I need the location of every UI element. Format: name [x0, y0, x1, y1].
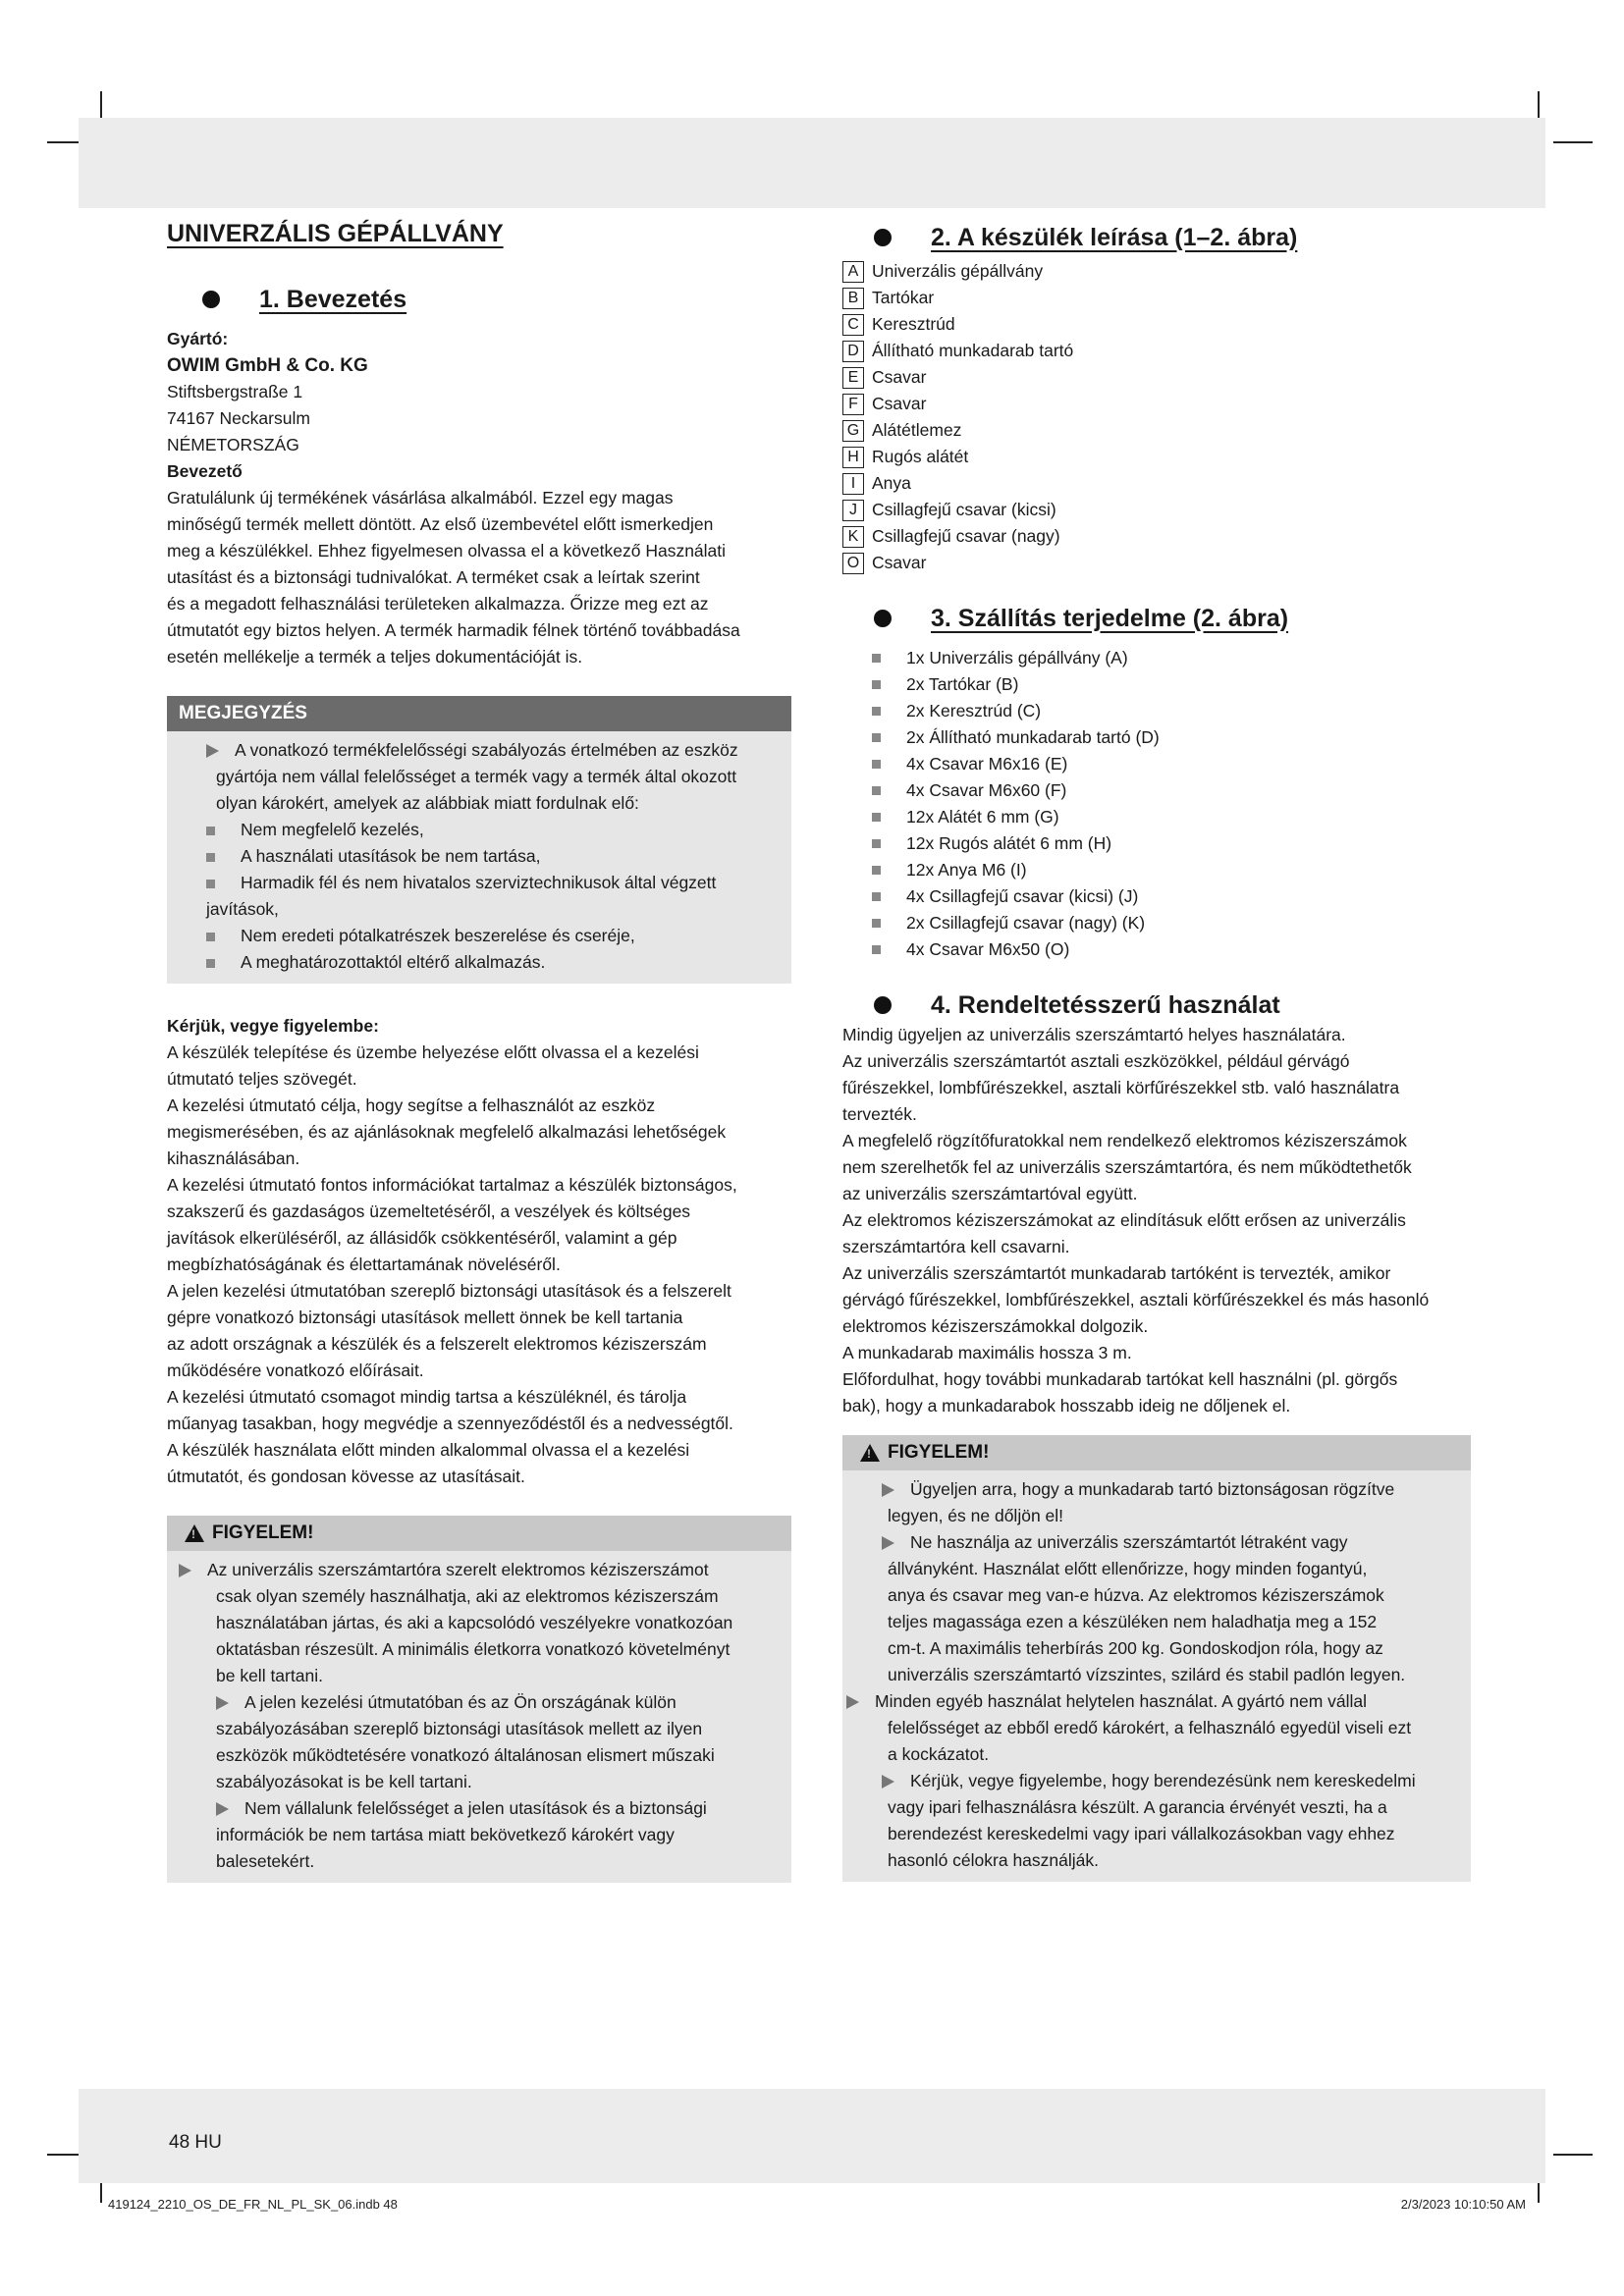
section-heading-description: 2. A készülék leírása (1–2. ábra)	[842, 221, 1471, 254]
square-bullet-icon	[872, 680, 881, 689]
warning-line: be kell tartani.	[216, 1666, 323, 1685]
manufacturer-label: Gyártó:	[167, 329, 229, 348]
part-letter: B	[842, 288, 864, 309]
crop-mark	[1553, 141, 1593, 143]
part-item: F Csavar	[842, 391, 1471, 417]
note-bullet: Harmadik fél és nem hivatalos szerviztechnikusok által végzett	[171, 870, 787, 896]
part-item: C Keresztrúd	[842, 311, 1471, 338]
please-line: A kezelési útmutató fontos információkat tartalmaz a készülék biztonságos,	[167, 1175, 737, 1195]
please-line: gépre vonatkozó biztonsági utasítások mellett önnek be kell tartania	[167, 1308, 683, 1327]
intro-line: és a megadott felhasználási területeken alkalmazza. Őrizze meg ezt az	[167, 594, 709, 614]
part-item: K Csillagfejű csavar (nagy)	[842, 523, 1471, 550]
square-bullet-icon	[872, 733, 881, 742]
warning-body	[842, 1470, 1471, 1882]
note-arrow-line: olyan károkért, amelyek az alábbiak miatt fordulnak elő:	[216, 793, 639, 813]
note-bullet: A használati utasítások be nem tartása,	[171, 843, 787, 870]
bullet-dot-icon	[202, 291, 220, 308]
part-letter: O	[842, 553, 864, 574]
square-bullet-icon	[872, 707, 881, 716]
print-slug-file: 419124_2210_OS_DE_FR_NL_PL_SK_06.indb 48	[108, 2197, 398, 2212]
warning-line: Minden egyéb használat helytelen használat. A gyártó nem vállal	[846, 1688, 1467, 1715]
please-line: A jelen kezelési útmutatóban szereplő biztonsági utasítások és a felszerelt	[167, 1281, 731, 1301]
part-letter: A	[842, 261, 864, 283]
use-line: szerszámtartóra kell csavarni.	[842, 1237, 1070, 1256]
scope-item: 2x Csillagfejű csavar (nagy) (K)	[842, 910, 1471, 936]
bullet-dot-icon	[874, 229, 892, 246]
use-line: Az elektromos kéziszerszámokat az elindításuk előtt erősen az univerzális	[842, 1210, 1406, 1230]
intro-line: utasítást és a biztonsági tudnivalókat. A terméket csak a leírtak szerint	[167, 567, 700, 587]
warning-header: ! FIGYELEM!	[842, 1435, 1471, 1470]
use-line: A megfelelő rögzítőfuratokkal nem rendelkező elektromos kéziszerszámok	[842, 1131, 1407, 1150]
please-line: az adott országnak a készülék és a felszerelt elektromos kéziszerszám	[167, 1334, 707, 1354]
section-heading-introduction: 1. Bevezetés	[167, 283, 791, 316]
part-letter: F	[842, 394, 864, 415]
warning-line: szabályozásokat is be kell tartani.	[216, 1772, 472, 1791]
warning-line: a kockázatot.	[888, 1744, 990, 1764]
manufacturer-name: OWIM GmbH & Co. KG	[167, 355, 368, 376]
please-line: kihasználásában.	[167, 1148, 300, 1168]
please-line: műanyag tasakban, hogy megvédje a szennyeződéstől és a nedvességtől.	[167, 1414, 733, 1433]
please-line: útmutató teljes szövegét.	[167, 1069, 357, 1089]
please-line: A kezelési útmutató célja, hogy segítse a felhasználót az eszköz	[167, 1095, 656, 1115]
scope-item: 4x Csavar M6x60 (F)	[842, 777, 1471, 804]
parts-list	[842, 258, 1471, 576]
warning-line: információk be nem tartása miatt bekövetkező károkért vagy	[216, 1825, 675, 1844]
part-letter: H	[842, 447, 864, 468]
warning-box	[167, 1516, 791, 1883]
warning-line: balesetekért.	[216, 1851, 315, 1871]
print-slug-date: 2/3/2023 10:10:50 AM	[1400, 2197, 1526, 2212]
part-letter: D	[842, 341, 864, 362]
warning-line: cm-t. A maximális teherbírás 200 kg. Gondoskodjon róla, hogy az	[888, 1638, 1383, 1658]
scope-item: 12x Rugós alátét 6 mm (H)	[842, 830, 1471, 857]
square-bullet-icon	[206, 933, 215, 941]
square-bullet-icon	[872, 839, 881, 848]
bullet-dot-icon	[874, 996, 892, 1014]
scope-item: 2x Tartókar (B)	[842, 671, 1471, 698]
intro-line: esetén mellékelje a termék a teljes dokumentációját is.	[167, 647, 583, 667]
page-number: 48 HU	[169, 2132, 222, 2153]
warning-triangle-icon	[860, 1444, 880, 1462]
scope-item: 12x Alátét 6 mm (G)	[842, 804, 1471, 830]
part-letter: C	[842, 314, 864, 336]
part-item: I Anya	[842, 470, 1471, 497]
intro-line: minőségű termék mellett döntött. Az első üzembevétel előtt ismerkedjen	[167, 514, 714, 534]
square-bullet-icon	[872, 892, 881, 901]
square-bullet-icon	[872, 945, 881, 954]
please-line: megismerésében, és az ajánlásoknak megfelelő alkalmazási lehetőségek	[167, 1122, 727, 1142]
use-line: gérvágó fűrészekkel, lombfűrészekkel, asztali körfűrészekkel és más hasonló	[842, 1290, 1430, 1309]
part-item: B Tartókar	[842, 285, 1471, 311]
please-line: szakszerű és gazdaságos üzemeltetéséről, a veszélyek és költséges	[167, 1201, 691, 1221]
please-line: megbízhatóságának és élettartamának növeléséről.	[167, 1255, 561, 1274]
part-item: G Alátétlemez	[842, 417, 1471, 444]
warning-line: oktatásban részesült. A minimális életkorra vonatkozó követelményt	[216, 1639, 731, 1659]
use-line: Előfordulhat, hogy további munkadarab tartókat kell használni (pl. görgős	[842, 1369, 1398, 1389]
arrow-right-icon	[216, 1696, 229, 1710]
warning-line: Kérjük, vegye figyelembe, hogy berendezésünk nem kereskedelmi	[846, 1768, 1467, 1794]
scope-item: 1x Univerzális gépállvány (A)	[842, 645, 1471, 671]
part-item: O Csavar	[842, 550, 1471, 576]
use-line: elektromos kéziszerszámokkal dolgozik.	[842, 1316, 1149, 1336]
arrow-right-icon	[882, 1775, 894, 1789]
note-bullet: Nem megfelelő kezelés,	[171, 817, 787, 843]
note-box	[167, 696, 791, 984]
use-line: Az univerzális szerszámtartót munkadarab tartóként is tervezték, amikor	[842, 1263, 1391, 1283]
address-line: Stiftsbergstraße 1	[167, 382, 303, 401]
note-bullet-cont: javítások,	[206, 899, 279, 919]
part-letter: I	[842, 473, 864, 495]
warning-line: Ügyeljen arra, hogy a munkadarab tartó biztonságosan rögzítve	[846, 1476, 1467, 1503]
square-bullet-icon	[872, 760, 881, 769]
please-line: A készülék használata előtt minden alkalommal olvassa el a kezelési	[167, 1440, 690, 1460]
document-title: UNIVERZÁLIS GÉPÁLLVÁNY	[167, 220, 504, 247]
square-bullet-icon	[872, 786, 881, 795]
note-arrow-line: A vonatkozó termékfelelősségi szabályozás értelmében az eszköz	[171, 737, 787, 764]
note-bullet: Nem eredeti pótalkatrészek beszerelése és cseréje,	[171, 923, 787, 949]
warning-line: Az univerzális szerszámtartóra szerelt elektromos kéziszerszámot	[171, 1557, 787, 1583]
use-line: nem szerelhetők fel az univerzális szerszámtartóra, és nem működtethetők	[842, 1157, 1412, 1177]
part-letter: K	[842, 526, 864, 548]
part-letter: E	[842, 367, 864, 389]
warning-line: berendezést kereskedelmi vagy ipari vállalkozásokban vagy ehhez	[888, 1824, 1395, 1843]
scope-item: 2x Keresztrúd (C)	[842, 698, 1471, 724]
address-line: NÉMETORSZÁG	[167, 435, 299, 454]
warning-line: anya és csavar meg van-e húzva. Az elektromos kéziszerszámok	[888, 1585, 1384, 1605]
part-item: A Univerzális gépállvány	[842, 258, 1471, 285]
note-header: MEGJEGYZÉS	[167, 696, 791, 731]
use-line: A munkadarab maximális hossza 3 m.	[842, 1343, 1132, 1362]
square-bullet-icon	[872, 919, 881, 928]
part-item: E Csavar	[842, 364, 1471, 391]
part-letter: J	[842, 500, 864, 521]
scope-item: 4x Csavar M6x16 (E)	[842, 751, 1471, 777]
warning-line: univerzális szerszámtartó vízszintes, szilárd és stabil padlón legyen.	[888, 1665, 1406, 1684]
warning-line: állványként. Használat előtt ellenőrizze, hogy minden fogantyú,	[888, 1559, 1368, 1578]
arrow-right-icon	[179, 1564, 191, 1577]
scope-item: 2x Állítható munkadarab tartó (D)	[842, 724, 1471, 751]
arrow-right-icon	[882, 1483, 894, 1497]
warning-line: hasonló célokra használják.	[888, 1850, 1099, 1870]
arrow-right-icon	[846, 1695, 859, 1709]
please-line: útmutatót, és gondosan kövesse az utasításait.	[167, 1467, 525, 1486]
section-heading-intended-use: 4. Rendeltetésszerű használat	[842, 988, 1471, 1022]
note-body	[167, 731, 791, 984]
part-letter: G	[842, 420, 864, 442]
please-line: működésére vonatkozó előírásait.	[167, 1361, 424, 1380]
bullet-dot-icon	[874, 610, 892, 627]
square-bullet-icon	[872, 654, 881, 663]
warning-line: eszközök működtetésére vonatkozó általánosan elismert műszaki	[216, 1745, 715, 1765]
use-line: Az univerzális szerszámtartót asztali eszközökkel, például gérvágó	[842, 1051, 1350, 1071]
part-item: D Állítható munkadarab tartó	[842, 338, 1471, 364]
right-column	[842, 221, 1471, 1882]
warning-line: vagy ipari felhasználásra készült. A garancia érvényét veszti, ha a	[888, 1797, 1387, 1817]
warning-line: A jelen kezelési útmutatóban és az Ön országának külön	[171, 1689, 787, 1716]
please-note-heading: Kérjük, vegye figyelembe:	[167, 1016, 379, 1036]
use-line: tervezték.	[842, 1104, 917, 1124]
warning-line: legyen, és ne dőljön el!	[888, 1506, 1064, 1525]
warning-box	[842, 1435, 1471, 1882]
warning-line: csak olyan személy használhatja, aki az elektromos kéziszerszám	[216, 1586, 719, 1606]
square-bullet-icon	[206, 853, 215, 862]
footer-band	[79, 2089, 1545, 2183]
intro-line: útmutatót egy biztos helyen. A termék harmadik félnek történő továbbadása	[167, 620, 740, 640]
warning-header: ! FIGYELEM!	[167, 1516, 791, 1551]
part-item: H Rugós alátét	[842, 444, 1471, 470]
arrow-right-icon	[216, 1802, 229, 1816]
square-bullet-icon	[872, 866, 881, 875]
warning-line: teljes magassága ezen a készüléken nem haladhatja meg a 152	[888, 1612, 1378, 1631]
warning-line: felelősséget az ebből eredő károkért, a felhasználó egyedül viseli ezt	[888, 1718, 1412, 1737]
left-column	[167, 221, 791, 1883]
arrow-right-icon	[882, 1536, 894, 1550]
square-bullet-icon	[206, 959, 215, 968]
use-line: fűrészekkel, lombfűrészekkel, asztali körfűrészekkel stb. való használatra	[842, 1078, 1400, 1097]
address-line: 74167 Neckarsulm	[167, 408, 310, 428]
square-bullet-icon	[206, 880, 215, 888]
please-line: javítások elkerüléséről, az állásidők csökkentéséről, valamint a gép	[167, 1228, 677, 1248]
please-line: A kezelési útmutató csomagot mindig tartsa a készüléknél, és tárolja	[167, 1387, 687, 1407]
square-bullet-icon	[872, 813, 881, 822]
warning-line: Ne használja az univerzális szerszámtartót létraként vagy	[846, 1529, 1467, 1556]
section-heading-scope: 3. Szállítás terjedelme (2. ábra)	[842, 602, 1471, 635]
warning-line: szabályozásában szereplő biztonsági utasítások mellett az ilyen	[216, 1719, 703, 1738]
use-line: Mindig ügyeljen az univerzális szerszámtartó helyes használatára.	[842, 1025, 1346, 1044]
scope-item: 12x Anya M6 (I)	[842, 857, 1471, 883]
intro-heading: Bevezető	[167, 461, 243, 481]
warning-line: Nem vállalunk felelősséget a jelen utasítások és a biztonsági	[171, 1795, 787, 1822]
scope-item: 4x Csillagfejű csavar (kicsi) (J)	[842, 883, 1471, 910]
please-line: A készülék telepítése és üzembe helyezése előtt olvassa el a kezelési	[167, 1042, 699, 1062]
crop-mark	[1553, 2154, 1593, 2156]
header-band	[79, 118, 1545, 208]
note-arrow-line: gyártója nem vállal felelősséget a termék vagy a termék által okozott	[216, 767, 737, 786]
warning-line: használatában jártas, és aki a kapcsolódó veszélyekre vonatkozóan	[216, 1613, 733, 1632]
warning-body	[167, 1551, 791, 1883]
warning-triangle-icon	[185, 1524, 204, 1542]
scope-item: 4x Csavar M6x50 (O)	[842, 936, 1471, 963]
use-line: az univerzális szerszámtartóval együtt.	[842, 1184, 1138, 1203]
use-line: bak), hogy a munkadarabok hosszabb ideig ne dőljenek el.	[842, 1396, 1291, 1415]
note-bullet: A meghatározottaktól eltérő alkalmazás.	[171, 949, 787, 976]
arrow-right-icon	[206, 744, 219, 758]
square-bullet-icon	[206, 827, 215, 835]
intro-line: meg a készülékkel. Ehhez figyelmesen olvassa el a következő Használati	[167, 541, 727, 561]
scope-list	[842, 645, 1471, 963]
intro-line: Gratulálunk új termékének vásárlása alkalmából. Ezzel egy magas	[167, 488, 674, 507]
part-item: J Csillagfejű csavar (kicsi)	[842, 497, 1471, 523]
